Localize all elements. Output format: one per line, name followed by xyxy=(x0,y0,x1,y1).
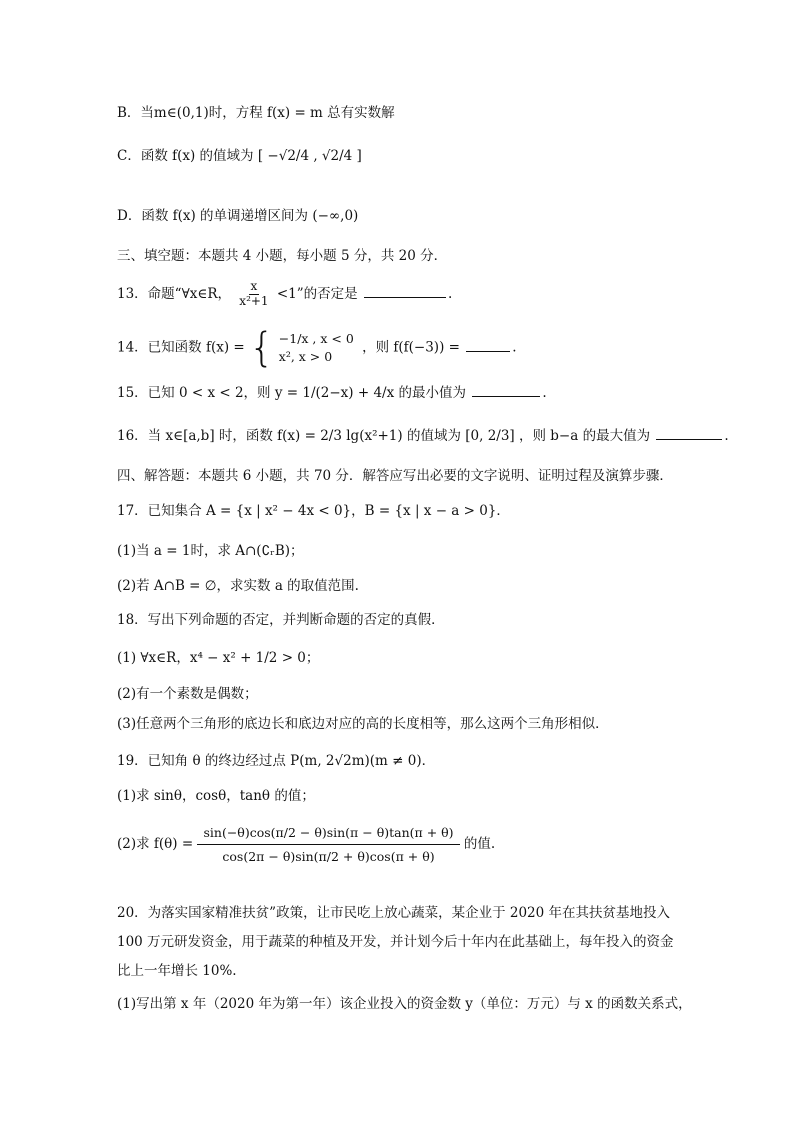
q16-mid: 的值域为 xyxy=(406,428,461,444)
q19-part-2 xyxy=(117,825,495,864)
q16-expr: 2/3 lg(x²+1) xyxy=(320,428,403,444)
q19-frac-num: sin(−θ)cos(π/2 − θ)sin(π − θ)tan(π + θ) xyxy=(197,825,459,845)
q19-p2-prefix: (2)求 f(θ) = xyxy=(117,836,194,852)
q13-answer-blank[interactable] xyxy=(364,296,446,298)
q13-suffix: <1”的否定是 xyxy=(276,285,358,302)
q20-part-1: (1)写出第 x 年（2020 年为第一年）该企业投入的资金数 y（单位：万元）与 x 的函数关系式， xyxy=(117,996,692,1012)
q16-answer-blank[interactable] xyxy=(656,438,722,440)
q19-fraction xyxy=(197,825,459,864)
question-14: 14．已知函数 f(x) = { −1/x , x < 0 x², x > 0 ，则 f(f(−3)) = . xyxy=(117,325,517,371)
q15-suffix: 的最小值为 xyxy=(398,385,467,401)
q14-cases xyxy=(279,330,354,366)
option-c xyxy=(117,148,362,164)
q19-frac-den: cos(2π − θ)sin(π/2 + θ)cos(π + θ) xyxy=(222,849,435,864)
q13-prefix: 13．命题“∀x∈R， xyxy=(117,285,231,302)
q15-answer-blank[interactable] xyxy=(472,395,540,397)
q14-suffix: ，则 f(f(−3)) = xyxy=(362,339,460,356)
q20-text: 20．为落实国家精准扶贫”政策，让市民吃上放心蔬菜，某企业于 2020 年在其扶贫基地投入 100 万元研发资金，用于蔬菜的种植及开发，并计划今后十年内在此基础上，每年投入的资金比上一年增长 10%. xyxy=(117,905,674,979)
q18-part-3: (3)任意两个三角形的底边长和底边对应的高的长度相等，那么这两个三角形相似． xyxy=(117,716,609,732)
section-3-heading: 三、填空题：本题共 4 小题，每小题 5 分，共 20 分． xyxy=(117,248,448,264)
q18-title: 18．写出下列命题的否定，并判断命题的否定的真假． xyxy=(117,612,445,628)
q17-part-1: (1)当 a = 1时，求 A∩(∁ᵣB)； xyxy=(117,543,304,559)
q19-p2-suffix: 的值. xyxy=(463,836,496,852)
q18-part-2: (2)有一个素数是偶数； xyxy=(117,686,258,702)
q17-title: 17．已知集合 A = {x | x² − 4x < 0}，B = {x | x − a > 0}． xyxy=(117,503,510,519)
question-15: 15．已知 0 < x < 2，则 y = 1/(2−x) + 4/x 的最小值为 . xyxy=(117,385,547,401)
q16-range: [0, 2/3] xyxy=(465,428,515,444)
q15-expr: 1/(2−x) + 4/x xyxy=(302,385,395,401)
question-13: 13．命题“∀x∈R， $\frac{x}{\text{x²+1}}$ <1”的否定是 . xyxy=(117,279,453,308)
option-c-interval: [ −√2/4 , √2/4 ] xyxy=(257,148,362,164)
q19-title: 19．已知角 θ 的终边经过点 P(m, 2√2m)(m ≠ 0)． xyxy=(117,753,436,769)
option-c-prefix: C．函数 f(x) 的值域为 xyxy=(117,148,254,164)
q13-fraction xyxy=(237,280,270,309)
q14-prefix: 14．已知函数 f(x) = xyxy=(117,339,245,356)
q13-frac-num: x xyxy=(250,279,258,293)
question-16: 16．当 x∈[a,b] 时，函数 f(x) = 2/3 lg(x²+1) 的值域为 [0, 2/3] ，则 b−a 的最大值为 . xyxy=(117,428,729,444)
q14-answer-blank[interactable] xyxy=(466,350,510,352)
q13-frac-den: x²+1 xyxy=(239,293,269,308)
section-4-heading: 四、解答题：本题共 6 小题，共 70 分．解答应写出必要的文字说明、证明过程及演算步骤． xyxy=(117,468,673,484)
option-b: B．当m∈(0,1)时，方程 f(x) = m 总有实数解 xyxy=(117,105,395,121)
q19-part-1: (1)求 sinθ，cosθ，tanθ 的值； xyxy=(117,788,315,804)
q16-suffix: ，则 b−a 的最大值为 xyxy=(518,428,651,444)
q18-part-1: (1) ∀x∈R，x⁴ − x² + 1/2 > 0； xyxy=(117,650,320,666)
q14-case-2: x², x > 0 xyxy=(278,349,333,364)
q14-brace: { xyxy=(249,325,275,371)
q16-prefix: 16．当 x∈[a,b] 时，函数 f(x) = xyxy=(117,428,316,444)
q15-prefix: 15．已知 0 < x < 2，则 y = xyxy=(117,385,299,401)
option-d: D．函数 f(x) 的单调递增区间为 (−∞,0) xyxy=(117,208,359,224)
q14-case-1: −1/x , x < 0 xyxy=(278,330,354,346)
q17-part-2: (2)若 A∩B = ∅，求实数 a 的取值范围. xyxy=(117,578,359,594)
